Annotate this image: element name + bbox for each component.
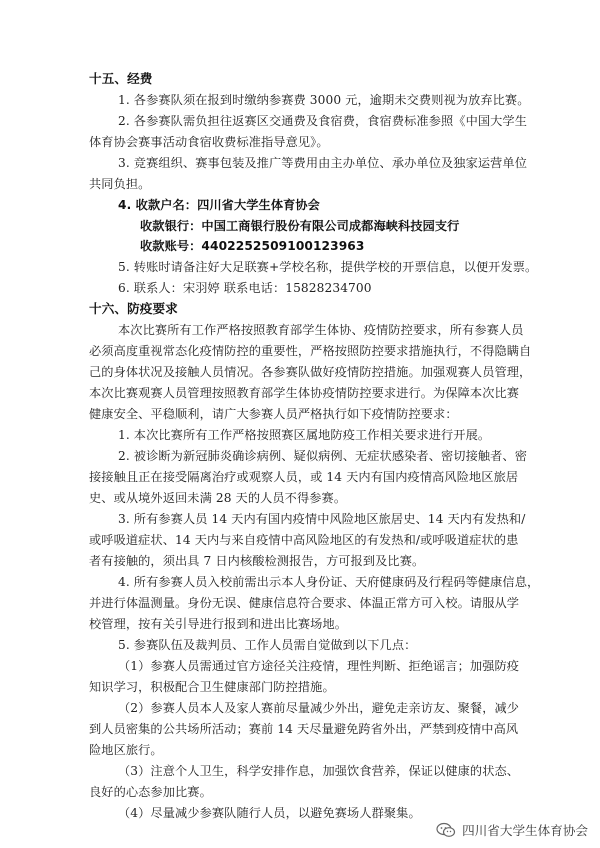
wechat-footer bbox=[436, 820, 588, 839]
rule-5: 5. 参赛队伍及裁判员、工作人员需自觉做到以下几点： bbox=[118, 638, 417, 652]
subrule-1-line-2: 知识学习，积极配合卫生健康部门防控措施。 bbox=[89, 680, 335, 694]
fee-item-1: 1. 各参赛队须在报到时缴纳参赛费 3000 元，逾期未交费则视为放弃比赛。 bbox=[118, 93, 530, 107]
subrule-2-line-2: 到人员密集的公共场所活动；赛前 14 天尽量避免跨省外出，严禁到疫情中高风 bbox=[89, 722, 519, 736]
section-16-heading: 十六、防疫要求 bbox=[89, 301, 178, 316]
rule-2-line-2: 接接触且正在接受隔离治疗或观察人员，或 14 天内有国内疫情高风险地区旅居 bbox=[89, 470, 519, 484]
rule-4-line-2: 并进行体温测量。身份无误、健康信息符合要求、体温正常方可入校。请服从学 bbox=[89, 596, 520, 610]
wechat-icon bbox=[436, 822, 456, 838]
rule-3-line-2: 或呼吸道症状、14 天内与来自疫情中高风险地区的有发热和/或呼吸道症状的患 bbox=[89, 533, 519, 547]
rule-4-line-3: 校管理，按有关引导进行报到和进出比赛场地。 bbox=[89, 617, 348, 631]
subrule-2-line-3: 险地区旅行。 bbox=[89, 743, 163, 757]
subrule-3-line-1: （3）注意个人卫生，科学安排作息，加强饮食营养，保证以健康的状态、 bbox=[118, 764, 520, 778]
subrule-2-line-1: （2）参赛人员本人及家人赛前尽量减少外出，避免走亲访友、聚餐，减少 bbox=[118, 701, 520, 715]
rule-2-line-1: 2. 被诊断为新冠肺炎确诊病例、疑似病例、无症状感染者、密切接触者、密 bbox=[118, 449, 528, 463]
payee-bank: 收款银行：中国工商银行股份有限公司成都海峡科技园支行 bbox=[140, 219, 460, 233]
intro-line-2: 必须高度重视常态化疫情防控的重要性，严格按照防控要求措施执行，不得隐瞒自 bbox=[89, 344, 532, 358]
section-15-heading: 十五、经费 bbox=[89, 71, 153, 86]
rule-3-line-1: 3. 所有参赛人员 14 天内有国内疫情中风险地区旅居史、14 天内有发热和/ bbox=[118, 512, 526, 526]
intro-line-1: 本次比赛所有工作严格按照教育部学生体协、疫情防控要求，所有参赛人员 bbox=[118, 323, 524, 337]
contact-info: 6. 联系人：宋羽婷 联系电话：15828234700 bbox=[118, 281, 372, 295]
fee-item-3-line-1: 3. 竞赛组织、赛事包装及推广等费用由主办单位、承办单位及独家运营单位 bbox=[118, 156, 528, 170]
fee-item-3-line-2: 共同负担。 bbox=[89, 177, 151, 191]
intro-line-3: 己的身体状况及接触人员情况。各参赛队做好疫情防控措施。加强观赛人员管理， bbox=[89, 365, 532, 379]
rule-3-line-3: 者有接触的，须出具 7 日内核酸检测报告，方可报到及比赛。 bbox=[89, 554, 425, 568]
fee-item-5: 5. 转账时请备注好大足联赛+学校名称，提供学校的开票信息，以便开发票。 bbox=[118, 260, 538, 274]
wechat-account-name: 四川省大学生体育协会 bbox=[462, 823, 588, 838]
fee-item-2-line-1: 2. 各参赛队需负担往返赛区交通费及食宿费，食宿费标准参照《中国大学生 bbox=[118, 114, 528, 128]
intro-line-5: 健康安全、平稳顺利，请广大参赛人员严格执行如下疫情防控要求： bbox=[89, 407, 458, 421]
subrule-4: （4）尽量减少参赛队随行人员，以避免赛场人群聚集。 bbox=[118, 806, 421, 820]
rule-2-line-3: 史、或从境外返回未满 28 天的人员不得参赛。 bbox=[89, 491, 347, 505]
payee-account: 收款账号：4402252509100123963 bbox=[140, 239, 365, 253]
payee-name: 4. 收款户名：四川省大学生体育协会 bbox=[118, 198, 320, 212]
rule-4-line-1: 4. 所有参赛人员入校前需出示本人身份证、天府健康码及行程码等健康信息， bbox=[118, 575, 540, 589]
subrule-1-line-1: （1）参赛人员需通过官方途径关注疫情，理性判断、拒绝谣言；加强防疫 bbox=[118, 659, 520, 673]
fee-item-2-line-2: 体育协会赛事活动食宿收费标准指导意见》。 bbox=[89, 135, 329, 149]
subrule-3-line-2: 良好的心态参加比赛。 bbox=[89, 785, 212, 799]
rule-1: 1. 本次比赛所有工作严格按照赛区属地防疫工作相关要求进行开展。 bbox=[118, 428, 491, 442]
intro-line-4: 本次比赛观赛人员管理按照教育部学生体协疫情防控要求进行。为保障本次比赛 bbox=[89, 386, 520, 400]
